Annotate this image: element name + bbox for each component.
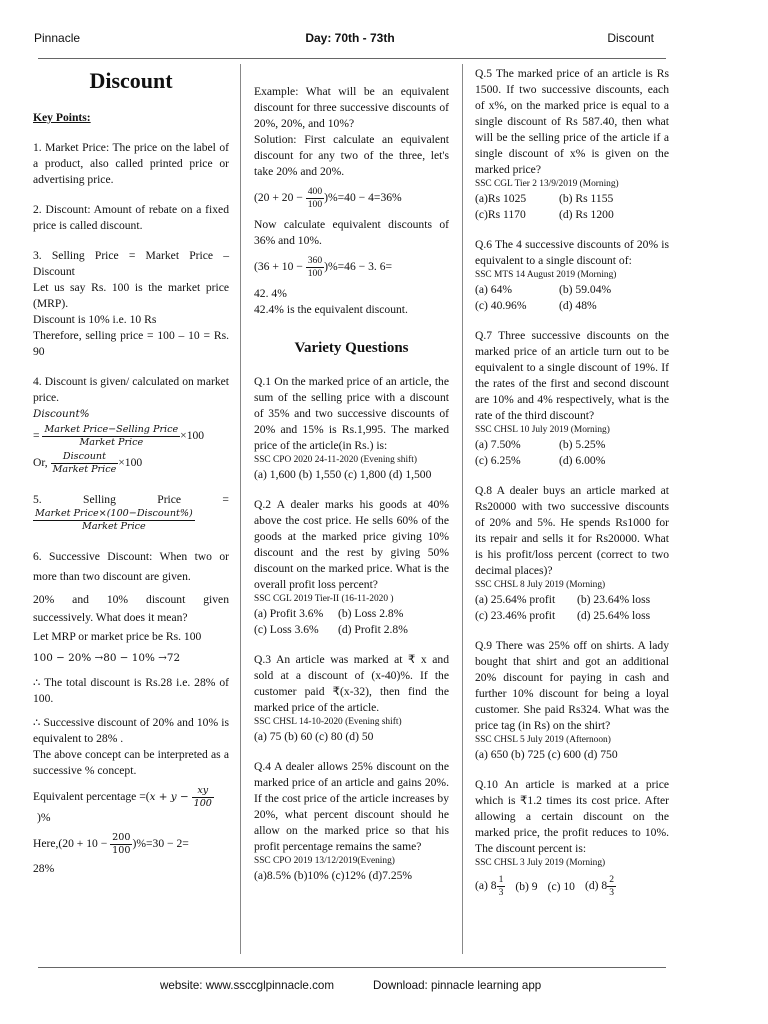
question-7-options (475, 437, 669, 469)
equals-sign: = (33, 429, 40, 443)
header-rule (38, 58, 666, 59)
formula-suffix: )%=30 − 2= (132, 837, 189, 851)
option-b: (b) 5.25% (559, 438, 606, 451)
question-3-source: SSC CHSL 14-10-2020 (Evening shift) (254, 717, 402, 727)
successive-equivalent: ∴ Successive discount of 20% and 10% is equivalent to 28% . (33, 716, 229, 745)
denominator: 3 (498, 887, 504, 898)
point-selling-result: Therefore, selling price = 100 – 10 = Rs. 90 (33, 329, 229, 358)
fraction (607, 874, 616, 899)
option-d: (d) 48% (559, 299, 597, 312)
formula-here-result: 28% (33, 862, 55, 875)
question-9: Q.9 There was 25% off on shirts. A lady bought that shirt and got an additional 20% discount for paying in cash and further 10% discount for being a loyal customer. She paid Rs324. What was the price tag (in Rs) on the shirt? (475, 639, 669, 732)
calc-prefix: (20 + 20 − (254, 191, 303, 205)
question-3-options: (a) 75 (b) 60 (c) 80 (d) 50 (254, 730, 374, 743)
formula-here (33, 832, 229, 857)
question-10: Q.10 An article is marked at a price which is ₹1.2 times its cost price. After allowing a certain discount on the marked price, the profit reduces to 10%. The discount percent is: (475, 778, 669, 855)
point-discount: 2. Discount: Amount of rebate on a fixed price is called discount. (33, 203, 229, 232)
denominator: 100 (307, 268, 323, 279)
or-label: Or, (33, 456, 48, 470)
header-right: Discount (607, 31, 654, 45)
fraction (497, 874, 506, 899)
option-b: (b) 59.04% (559, 283, 612, 296)
question-10-options (475, 874, 669, 899)
option-c: (c)Rs 1170 (475, 208, 526, 221)
question-5-source: SSC CGL Tier 2 13/9/2019 (Morning) (475, 179, 619, 189)
option-d (585, 874, 616, 899)
page-title: Discount (89, 68, 173, 93)
option-d-whole: (d) 8 (584, 879, 608, 893)
option-d: (d) Profit 2.8% (338, 623, 408, 636)
denominator: Market Price (79, 437, 144, 448)
question-9-source: SSC CHSL 5 July 2019 (Afternoon) (475, 735, 611, 745)
question-7: Q.7 Three successive discounts on the marked price of an article turn out to be equivalent to a single discount of 19%. If the rates of the first and second discount are 10% and 4% respectively, what is the rate of the third discount? (475, 329, 669, 422)
calc-prefix: (36 + 10 − (254, 260, 303, 274)
question-6-options (475, 282, 669, 314)
footer-website: website: www.ssccglpinnacle.com (160, 979, 334, 992)
question-6-source: SSC MTS 14 August 2019 (Morning) (475, 270, 617, 280)
option-c: (c) 10 (547, 879, 575, 893)
question-4-options: (a)8.5% (b)10% (c)12% (d)7.25% (254, 869, 413, 882)
section-heading-variety: Variety Questions (294, 340, 409, 356)
option-c: (c) 40.96% (475, 299, 527, 312)
point-5-word-selling: Selling (83, 493, 116, 506)
point-5-line (33, 492, 229, 508)
formula-selling-price (33, 508, 229, 533)
question-9-options: (a) 650 (b) 725 (c) 600 (d) 750 (475, 748, 618, 761)
question-2-options (254, 606, 449, 638)
point-5-equals: = (222, 493, 229, 506)
question-1-source: SSC CPO 2020 24-11-2020 (Evening shift) (254, 455, 417, 465)
question-3: Q.3 An article was marked at ₹ x and sold at a discount of (x-40)%. If the customer paid ₹(x-32), then find the marked price of the article. (254, 653, 449, 714)
numerator: 200 (112, 832, 131, 843)
successive-total: ∴ The total discount is Rs.28 i.e. 28% of 100. (33, 676, 229, 705)
fraction (42, 424, 180, 449)
option-a: (a) 64% (475, 283, 513, 296)
now-text: Now calculate equivalent discounts of 36% and 10%. (254, 218, 449, 247)
option-a: (a) 7.50% (475, 438, 521, 451)
denominator: 100 (193, 798, 212, 809)
question-8-options (475, 592, 669, 624)
fraction (306, 186, 324, 211)
option-d: (d) Rs 1200 (559, 208, 614, 221)
solution-text: Solution: First calculate an equivalent discount for any two of the three, let's take 20% and 20%. (254, 133, 449, 178)
option-a: (a) 25.64% profit (475, 593, 556, 606)
column-3 (475, 66, 669, 899)
calc-result: 42. 4% (254, 287, 287, 300)
numerator: xy (192, 785, 214, 798)
formula-discount (33, 424, 229, 449)
question-5: Q.5 The marked price of an article is Rs 1500. If two successive discounts, each of x%, on the marked price is equal to a single discount of Rs 587.40, then what will be the selling price of the article if a single discount of x% is given on the marked price? (475, 67, 669, 176)
point-5-number: 5. (33, 493, 42, 506)
denominator: 3 (609, 887, 614, 898)
question-8: Q.8 A dealer buys an article marked at Rs20000 with two successive discounts of 20% and 5%. He spends Rs1000 for its repair and sells it for Rs20000. What is his profit/loss percent (correct to two decimal places)? (475, 484, 669, 577)
multiplier: ×100 (118, 456, 143, 470)
numerator: Market Price−Selling Price (44, 424, 179, 435)
fraction (33, 508, 195, 533)
formula-equivalent (33, 785, 229, 810)
question-4: Q.4 A dealer allows 25% discount on the marked price of an article and gains 20%. If the cost price of the article increases by 20%, what percent discount should he allow on the marked price so that his profit percentage remains the same? (254, 760, 449, 853)
point-market-price: 1. Market Price: The price on the label of a product, also called printed price or advertising price. (33, 141, 229, 186)
example-question: Example: What will be an equivalent discount for three successive discounts of 20%, 20%, and 10%? (254, 85, 449, 130)
point-selling-discount: Discount is 10% i.e. 10 Rs (33, 313, 157, 326)
footer-download: Download: pinnacle learning app (373, 979, 542, 992)
formula-prefix: Equivalent percentage =( (33, 790, 150, 804)
calc-suffix: )%=46 − 3. 6= (324, 260, 393, 274)
option-d: (d) 25.64% loss (577, 609, 651, 622)
question-4-source: SSC CPO 2019 13/12/2019(Evening) (254, 856, 395, 866)
header-left: Pinnacle (34, 31, 81, 45)
numerator: 400 (307, 186, 323, 197)
question-7-source: SSC CHSL 10 July 2019 (Morning) (475, 425, 610, 435)
question-10-source: SSC CHSL 3 July 2019 (Morning) (475, 858, 606, 868)
option-c: (c) Loss 3.6% (254, 623, 319, 636)
option-c: (c) 23.46% profit (475, 609, 556, 622)
successive-example: 20% and 10% discount given successively. What does it mean? (33, 593, 229, 624)
question-1-options: (a) 1,600 (b) 1,550 (c) 1,800 (d) 1,500 (254, 468, 432, 481)
question-2: Q.2 A dealer marks his goods at 40% above the cost price. He sells 60% of the goods at the marked price giving 10% discount and the rest by giving 50% discount on the marked price. What is the overall profit loss percent? (254, 498, 449, 591)
option-a (475, 874, 505, 899)
formula-prefix: Here,(20 + 10 − (33, 837, 108, 851)
question-6: Q.6 The 4 successive discounts of 20% is equivalent to a single discount of: (475, 238, 669, 267)
header-center: Day: 70th - 73th (305, 31, 395, 45)
formula-discount-alt (33, 451, 229, 476)
formula-variables: x + y − (149, 791, 189, 804)
denominator: 100 (112, 845, 131, 856)
numerator: 360 (307, 255, 323, 266)
formula-discount-lhs: Discount% (33, 408, 90, 420)
fraction (306, 255, 324, 280)
numerator: Discount (51, 451, 119, 464)
fraction (51, 451, 119, 476)
question-2-source: SSC CGL 2019 Tier-II (16-11-2020 ) (254, 594, 394, 604)
option-b: (b) 23.64% loss (577, 593, 651, 606)
key-points-heading: Key Points: (33, 111, 91, 124)
denominator: Market Price (82, 521, 146, 532)
fraction (110, 832, 132, 857)
denominator: Market Price (52, 464, 117, 475)
calc-suffix: )%=40 − 4=36% (324, 191, 402, 205)
numerator: 2 (609, 874, 614, 885)
numerator: 1 (498, 874, 504, 885)
calc-conclusion: 42.4% is the equivalent discount. (254, 303, 408, 316)
column-divider-2 (462, 64, 463, 954)
calc-step-1 (254, 186, 449, 211)
option-a: (a) Profit 3.6% (254, 607, 324, 620)
successive-concept: The above concept can be interpreted as a successive % concept. (33, 748, 229, 777)
calc-step-2 (254, 255, 449, 280)
option-a: (a)Rs 1025 (475, 192, 527, 205)
option-b: (b) 9 (515, 879, 538, 893)
question-1: Q.1 On the marked price of an article, the sum of the selling price with a discount of 35% and two successive discounts of 20% and 15% is Rs.1,995. The marked price of the article(in Rs.) is: (254, 375, 449, 452)
successive-chain: 100 − 20% →80 − 10% →72 (33, 652, 181, 664)
successive-mrp: Let MRP or market price be Rs. 100 (33, 630, 202, 643)
point-5-word-price: Price (157, 493, 182, 506)
option-b: (b) Rs 1155 (559, 192, 614, 205)
point-discount-formula: 4. Discount is given/ calculated on market price. (33, 375, 229, 404)
footer-rule (38, 967, 666, 968)
point-successive-discount: 6. Successive Discount: When two or more than two discount are given. (33, 550, 229, 583)
option-c: (c) 6.25% (475, 454, 521, 467)
denominator: 100 (307, 199, 323, 210)
column-divider-1 (240, 64, 241, 954)
formula-equivalent-end: )% (37, 811, 51, 824)
point-selling-example: Let us say Rs. 100 is the market price (MRP). (33, 281, 229, 310)
column-1 (33, 66, 229, 877)
multiplier: ×100 (180, 429, 205, 443)
fraction (192, 785, 214, 810)
question-8-source: SSC CHSL 8 July 2019 (Morning) (475, 580, 606, 590)
numerator: Market Price×(100−Discount%) (35, 508, 193, 519)
column-2 (254, 84, 449, 884)
question-5-options (475, 191, 669, 223)
option-b: (b) Loss 2.8% (338, 607, 404, 620)
option-a-whole: (a) 8 (475, 879, 497, 893)
point-selling-price: 3. Selling Price = Market Price – Discount (33, 249, 229, 278)
option-d: (d) 6.00% (559, 454, 606, 467)
